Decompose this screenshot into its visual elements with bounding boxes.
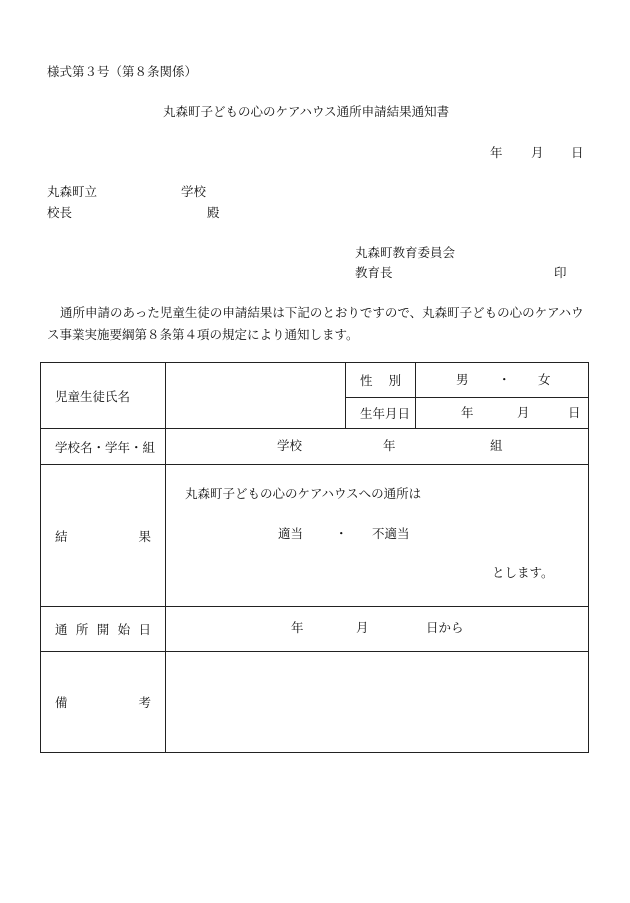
document-title: 丸森町子どもの心のケアハウス通所申請結果通知書 (163, 104, 450, 119)
date-day: 日 (571, 145, 584, 160)
sender-title: 教育長 (355, 265, 393, 280)
result-conclusion: とします。 (492, 565, 554, 580)
result-label: 結 果 (41, 465, 166, 607)
addressee-town: 丸森町立 (47, 184, 98, 199)
seal-mark: 印 (554, 265, 567, 280)
result-statement: 丸森町子どもの心のケアハウスへの通所は (185, 486, 422, 501)
grade-unit: 年 (383, 438, 396, 453)
birthdate-label: 生年月日 (346, 398, 416, 429)
result-content (166, 465, 589, 607)
gender-options[interactable] (416, 363, 589, 398)
start-day-unit: 日から (426, 620, 464, 635)
gender-female[interactable]: 女 (538, 372, 551, 387)
student-name-field[interactable] (166, 363, 346, 429)
gender-separator: ・ (498, 372, 511, 387)
school-label: 学校名・学年・組 (41, 429, 166, 465)
student-name-label: 児童生徒氏名 (41, 363, 166, 429)
result-unsuitable[interactable]: 不適当 (372, 526, 410, 541)
remarks-label: 備 考 (41, 652, 166, 753)
result-suitable[interactable]: 適当 (278, 526, 304, 541)
birthdate-field[interactable] (416, 398, 589, 429)
addressee-principal: 校長 (47, 205, 73, 220)
addressee-honorific: 殿 (207, 205, 220, 220)
school-unit: 学校 (277, 438, 303, 453)
result-separator: ・ (335, 526, 348, 541)
remarks-field[interactable] (166, 652, 589, 753)
school-field[interactable] (166, 429, 589, 465)
class-unit: 組 (490, 438, 503, 453)
result-table (40, 362, 589, 753)
birth-day-unit: 日 (568, 405, 581, 420)
date-year: 年 (490, 145, 503, 160)
birth-year-unit: 年 (461, 405, 474, 420)
start-date-field[interactable] (166, 607, 589, 652)
sender-org: 丸森町教育委員会 (355, 245, 456, 260)
start-year-unit: 年 (291, 620, 304, 635)
notice-body: 通所申請のあった児童生徒の申請結果は下記のとおりですので、丸森町子どもの心のケアハウス事業実施要綱第８条第４項の規定により通知します。 (47, 305, 584, 342)
gender-male[interactable]: 男 (456, 372, 469, 387)
form-number: 様式第３号（第８条関係） (47, 64, 198, 79)
start-date-label: 通 所 開 始 日 (41, 607, 166, 652)
start-month-unit: 月 (356, 620, 369, 635)
birth-month-unit: 月 (517, 405, 530, 420)
date-month: 月 (531, 145, 544, 160)
gender-label: 性 別 (346, 363, 416, 398)
addressee-school: 学校 (181, 184, 207, 199)
